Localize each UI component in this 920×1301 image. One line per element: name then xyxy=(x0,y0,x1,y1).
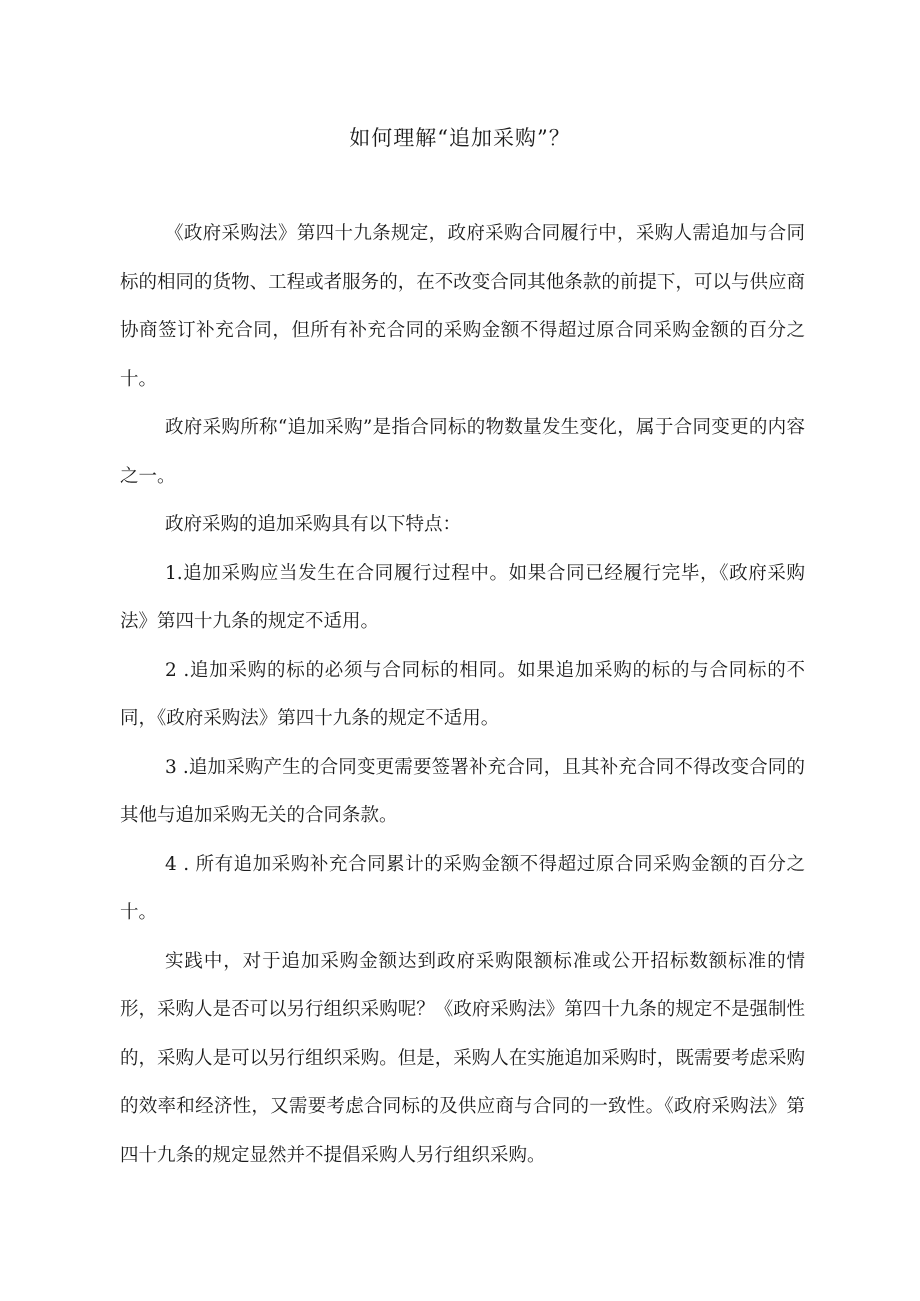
paragraph-definition: 政府采购所称“追加采购”是指合同标的物数量发生变化，属于合同变更的内容之一。 xyxy=(120,417,805,487)
document-title: 如何理解“追加采购”？ xyxy=(349,126,571,150)
paragraph-practice: 实践中，对于追加采购金额达到政府采购限额标准或公开招标数额标准的情形，采购人是否可以另行组织采购呢？《政府采购法》第四十九条的规定不是强制性的，采购人是可以另行组织采购。但是，采购人在实施追加采购时，既需要考虑采购的效率和经济性，又需要考虑合同标的及供应商与合同的一致性。《政府采购法》第四十九条的规定显然并不提倡采购人另行组织采购。 xyxy=(120,950,805,1166)
paragraph-law-article: 《政府采购法》第四十九条规定，政府采购合同履行中，采购人需追加与合同标的相同的货物、工程或者服务的，在不改变合同其他条款的前提下，可以与供应商协商签订补充合同，但所有补充合同的采购金额不得超过原合同采购金额的百分之十。 xyxy=(120,223,805,390)
paragraph-feature-4: 4 . 所有追加采购补充合同累计的采购金额不得超过原合同采购金额的百分之十。 xyxy=(120,853,805,923)
paragraph-feature-1: 1.追加采购应当发生在合同履行过程中。如果合同已经履行完毕，《政府采购法》第四十九条的规定不适用。 xyxy=(120,562,805,632)
paragraph-feature-3: 3 .追加采购产生的合同变更需要签署补充合同，且其补充合同不得改变合同的其他与追加采购无关的合同条款。 xyxy=(120,756,805,826)
document-body xyxy=(120,210,805,1180)
paragraph-features-intro: 政府采购的追加采购具有以下特点： xyxy=(165,514,462,535)
paragraph-feature-2: 2 .追加采购的标的必须与合同标的相同。如果追加采购的标的与合同标的不同，《政府采购法》第四十九条的规定不适用。 xyxy=(120,659,805,729)
